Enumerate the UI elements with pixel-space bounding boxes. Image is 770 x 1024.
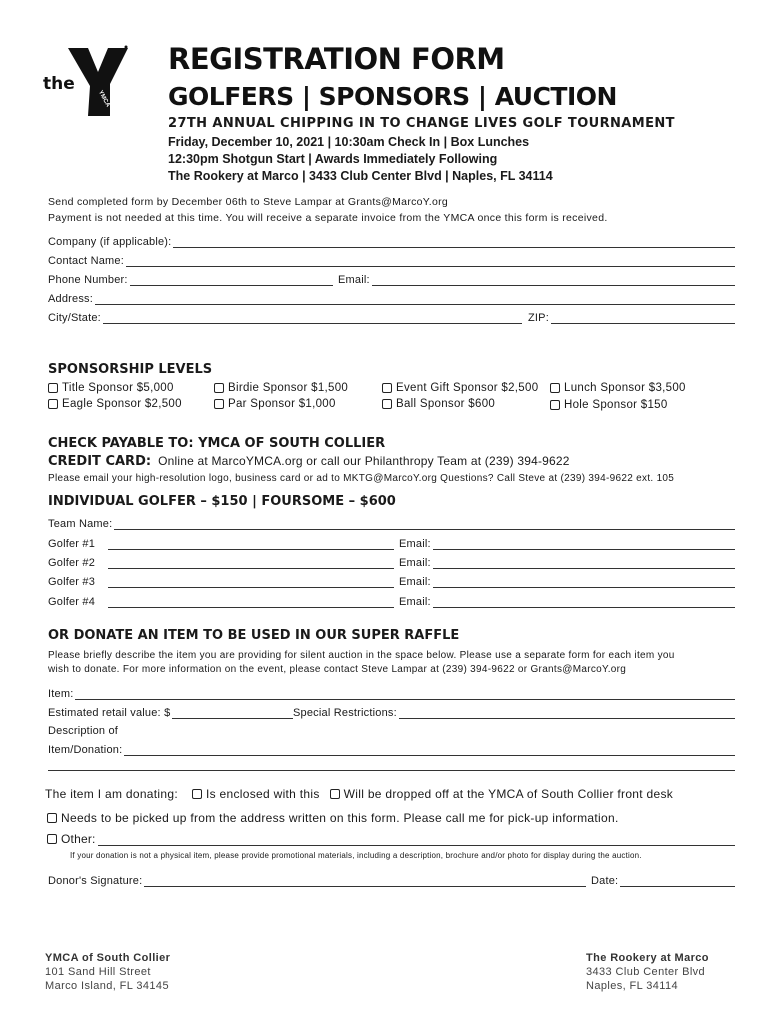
golfer-3-field[interactable]: [48, 576, 394, 588]
pickup-option[interactable]: [47, 811, 619, 825]
option-label: Lunch Sponsor $3,500: [564, 382, 686, 394]
city-state-input-line[interactable]: [103, 314, 522, 324]
email-input-line[interactable]: [372, 276, 735, 286]
logo-ymca-text: YMCA: [97, 89, 111, 109]
golfer-input-line[interactable]: [108, 559, 394, 569]
golfer-label: Golfer #3: [48, 576, 96, 588]
email-field[interactable]: [338, 274, 735, 286]
golfer-label: Golfer #4: [48, 596, 96, 608]
date-label: Date:: [591, 875, 619, 887]
send-instructions: Send completed form by December 06th to Steve Lampar at Grants@MarcoY.org: [48, 196, 449, 208]
par-sponsor-option[interactable]: [214, 398, 336, 410]
retail-value-label: Estimated retail value: $: [48, 707, 171, 719]
title-sponsor-option[interactable]: [48, 382, 174, 394]
ymca-logo: [40, 44, 136, 118]
credit-card-label: CREDIT CARD:: [48, 454, 152, 469]
retail-value-input-line[interactable]: [172, 709, 293, 719]
sponsorship-heading: SPONSORSHIP LEVELS: [48, 362, 213, 377]
email-label: Email:: [338, 274, 370, 286]
golfer-input-line[interactable]: [108, 598, 394, 608]
description-input-line[interactable]: [124, 746, 735, 756]
footer-rookery-street: 3433 Club Center Blvd: [586, 966, 706, 978]
golfer-1-field[interactable]: [48, 538, 394, 550]
pickup-label: Needs to be picked up from the address written on this form. Please call me for pick-up information.: [61, 811, 619, 825]
form-subtitle: GOLFERS | SPONSORS | AUCTION: [168, 82, 617, 111]
checkbox[interactable]: [214, 383, 224, 393]
phone-label: Phone Number:: [48, 274, 128, 286]
golfer-email-label: Email:: [399, 596, 431, 608]
golfer-4-field[interactable]: [48, 596, 394, 608]
hole-sponsor-option[interactable]: [550, 399, 668, 411]
checkbox[interactable]: [382, 399, 392, 409]
option-label: Event Gift Sponsor $2,500: [396, 382, 539, 394]
donating-label: The item I am donating:: [45, 787, 178, 801]
address-field[interactable]: [48, 293, 735, 305]
golfer-email-input-line[interactable]: [433, 598, 735, 608]
company-input-line[interactable]: [173, 238, 735, 248]
checkbox[interactable]: [48, 383, 58, 393]
phone-input-line[interactable]: [130, 276, 333, 286]
signature-input-line[interactable]: [144, 877, 586, 887]
ymca-y-icon: [66, 44, 130, 118]
event-detail-start: 12:30pm Shotgun Start | Awards Immediately Following: [168, 152, 498, 166]
team-name-label: Team Name:: [48, 518, 113, 530]
zip-field[interactable]: [528, 312, 735, 324]
eagle-sponsor-option[interactable]: [48, 398, 182, 410]
event-gift-sponsor-option[interactable]: [382, 382, 538, 394]
team-name-field[interactable]: [48, 518, 735, 530]
checkbox[interactable]: [214, 399, 224, 409]
checkbox[interactable]: [550, 400, 560, 410]
lunch-sponsor-option[interactable]: [550, 382, 686, 394]
logo-email-note: Please email your high-resolution logo, business card or ad to MKTG@MarcoY.org Questions? Call Steve at (239) 394-9622 ext. 105: [48, 473, 675, 484]
donate-description-line-1: Please briefly describe the item you are providing for silent auction in the space below. Please use a separate form for each item you: [48, 650, 675, 661]
footer-ymca-city: Marco Island, FL 34145: [45, 980, 169, 992]
enclosed-label: Is enclosed with this: [205, 787, 320, 801]
option-label: Par Sponsor $1,000: [228, 398, 336, 410]
pickup-checkbox[interactable]: [47, 813, 57, 823]
donate-description-line-2: wish to donate. For more information on the event, please contact Steve Lampar at (239) 394-9622 or Grants@MarcoY.org: [48, 664, 627, 675]
zip-input-line[interactable]: [551, 314, 735, 324]
checkbox[interactable]: [48, 399, 58, 409]
footer-ymca-street: 101 Sand Hill Street: [45, 966, 151, 978]
company-label: Company (if applicable):: [48, 236, 172, 248]
phone-field[interactable]: [48, 274, 333, 286]
footer-rookery-name: The Rookery at Marco: [586, 952, 709, 964]
other-field[interactable]: [47, 832, 735, 846]
option-label: Title Sponsor $5,000: [62, 382, 174, 394]
restrictions-field[interactable]: [293, 707, 735, 719]
golfer-email-input-line[interactable]: [433, 559, 735, 569]
description-field[interactable]: [48, 744, 735, 756]
golfer-1-email-field[interactable]: [399, 538, 735, 550]
golfer-3-email-field[interactable]: [399, 576, 735, 588]
contact-name-field[interactable]: [48, 255, 735, 267]
description-label-text: Description of: [48, 725, 119, 737]
contact-name-label: Contact Name:: [48, 255, 124, 267]
signature-field[interactable]: [48, 875, 586, 887]
golfer-email-input-line[interactable]: [433, 540, 735, 550]
restrictions-label: Special Restrictions:: [293, 707, 397, 719]
golfer-2-field[interactable]: [48, 557, 394, 569]
check-payable-heading: CHECK PAYABLE TO: YMCA OF SOUTH COLLIER: [48, 436, 386, 451]
logo-the-text: the: [43, 74, 75, 94]
footer-ymca-name: YMCA of South Collier: [45, 952, 171, 964]
non-physical-note: If your donation is not a physical item, please provide promotional materials, including a description, brochure and/or photo for display during the auction.: [70, 851, 642, 860]
description-label-1: [48, 725, 118, 737]
donating-row: [45, 787, 673, 801]
option-label: Hole Sponsor $150: [564, 399, 668, 411]
form-title: REGISTRATION FORM: [168, 42, 505, 76]
other-label: Other:: [61, 832, 96, 846]
footer-rookery-city: Naples, FL 34114: [586, 980, 679, 992]
item-input-line[interactable]: [75, 690, 735, 700]
event-detail-location: The Rookery at Marco | 3433 Club Center Blvd | Naples, FL 34114: [168, 169, 553, 183]
golfer-email-input-line[interactable]: [433, 578, 735, 588]
golfer-email-label: Email:: [399, 576, 431, 588]
checkbox[interactable]: [382, 383, 392, 393]
golfer-email-label: Email:: [399, 557, 431, 569]
description-label: Item/Donation:: [48, 744, 123, 756]
golfer-input-line[interactable]: [108, 578, 394, 588]
description-extra-line[interactable]: [48, 770, 735, 771]
golfer-label: Golfer #2: [48, 557, 96, 569]
payment-instructions: Payment is not needed at this time. You will receive a separate invoice from the YMCA once this form is received.: [48, 212, 608, 224]
donate-heading: OR DONATE AN ITEM TO BE USED IN OUR SUPER RAFFLE: [48, 628, 460, 643]
option-label: Eagle Sponsor $2,500: [62, 398, 182, 410]
other-input-line[interactable]: [98, 836, 735, 846]
footer-rookery-address: [586, 951, 709, 993]
option-label: Birdie Sponsor $1,500: [228, 382, 349, 394]
golfer-email-label: Email:: [399, 538, 431, 550]
credit-card-text: Online at MarcoYMCA.org or call our Philanthropy Team at (239) 394-9622: [158, 454, 570, 468]
dropped-off-label: Will be dropped off at the YMCA of South Collier front desk: [343, 787, 674, 801]
date-field[interactable]: [591, 875, 735, 887]
address-label: Address:: [48, 293, 94, 305]
credit-card-line: [48, 454, 570, 469]
zip-label: ZIP:: [528, 312, 549, 324]
golfer-label: Golfer #1: [48, 538, 96, 550]
address-input-line[interactable]: [95, 295, 735, 305]
golfer-4-email-field[interactable]: [399, 596, 735, 608]
city-state-label: City/State:: [48, 312, 101, 324]
golfer-input-line[interactable]: [108, 540, 394, 550]
company-field[interactable]: [48, 236, 735, 248]
option-label: Ball Sponsor $600: [396, 398, 496, 410]
contact-name-input-line[interactable]: [126, 257, 735, 267]
footer-ymca-address: [45, 951, 170, 993]
birdie-sponsor-option[interactable]: [214, 382, 348, 394]
city-state-field[interactable]: [48, 312, 522, 324]
dropped-off-checkbox[interactable]: [330, 789, 340, 799]
ball-sponsor-option[interactable]: [382, 398, 495, 410]
item-label: Item:: [48, 688, 74, 700]
checkbox[interactable]: [550, 383, 560, 393]
signature-label: Donor's Signature:: [48, 875, 143, 887]
golfer-2-email-field[interactable]: [399, 557, 735, 569]
event-name: 27TH ANNUAL CHIPPING IN TO CHANGE LIVES GOLF TOURNAMENT: [168, 116, 675, 131]
other-checkbox[interactable]: [47, 834, 57, 844]
restrictions-input-line[interactable]: [399, 709, 735, 719]
enclosed-checkbox[interactable]: [192, 789, 202, 799]
golfer-heading: INDIVIDUAL GOLFER – $150 | FOURSOME – $600: [48, 494, 396, 509]
retail-value-field[interactable]: [48, 707, 293, 719]
team-name-input-line[interactable]: [114, 520, 735, 530]
event-detail-date: Friday, December 10, 2021 | 10:30am Check In | Box Lunches: [168, 135, 530, 149]
item-field[interactable]: [48, 688, 735, 700]
date-input-line[interactable]: [620, 877, 735, 887]
